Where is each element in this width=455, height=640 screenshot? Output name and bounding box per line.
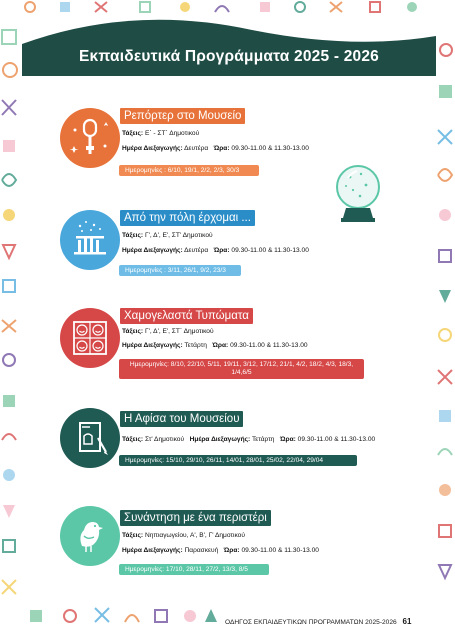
- ancient-temple-icon: [60, 210, 120, 270]
- dates-bar: Ημερομηνίες: 17/10, 28/11, 27/2, 13/3, 8/5: [119, 564, 269, 575]
- pigeon-icon: [60, 506, 120, 566]
- day-label: Ημέρα Διεξαγωγής:: [122, 342, 183, 349]
- schedule-row: [122, 342, 308, 349]
- program-circle: [60, 108, 120, 168]
- program-title: Συνάντηση με ένα περιστέρι: [120, 510, 271, 526]
- time-value: 09.30-11.00 & 11.30-13.00: [241, 547, 319, 554]
- time-value: 09.30-11.00 & 11.30-13.00: [231, 247, 309, 254]
- class-label: Τάξεις:: [122, 130, 144, 137]
- day-value: Παρασκευή: [184, 547, 219, 554]
- day-value: Τετάρτη: [184, 342, 207, 349]
- time-value: 09.30-11.00 & 11.30-13.00: [230, 342, 308, 349]
- page-number: 61: [402, 617, 412, 626]
- program-title: Η Αφίσα του Μουσείου: [120, 411, 243, 427]
- time-value: 09.30-11.00 & 11.30-13.00: [297, 436, 376, 443]
- schedule-row: [122, 547, 319, 554]
- class-value: Γ', Δ', Ε', ΣΤ΄ Δημοτικού: [144, 328, 214, 335]
- page-footer: [225, 617, 411, 626]
- microphone-icon: [60, 108, 120, 168]
- smiley-stamps-icon: [60, 308, 120, 368]
- header-wave-shape: [22, 14, 436, 76]
- day-label: Ημέρα Διεξαγωγής:: [122, 247, 183, 254]
- time-label: Ώρα:: [213, 145, 230, 152]
- crystal-ball-icon: [333, 160, 383, 230]
- class-row: [122, 130, 199, 137]
- time-value: 09.30-11.00 & 11.30-13.00: [231, 145, 309, 152]
- time-label: Ώρα:: [223, 547, 240, 554]
- class-value: Ε΄ - ΣΤ΄ Δημοτικού: [144, 130, 200, 137]
- poster-frame-icon: [60, 408, 120, 468]
- day-value: Δευτέρα: [184, 247, 209, 254]
- class-label: Τάξεις:: [122, 328, 144, 335]
- program-circle: [60, 210, 120, 270]
- program-circle: [60, 506, 120, 566]
- page-title: Εκπαιδευτικά Προγράμματα 2025 - 2026: [79, 48, 379, 65]
- class-row: [122, 532, 245, 539]
- footer-guide-title: ΟΔΗΓΟΣ ΕΚΠΑΙΔΕΥΤΙΚΩΝ ΠΡΟΓΡΑΜΜΑΤΩΝ 2025-2026: [225, 619, 397, 626]
- day-label: Ημέρα Διεξαγωγής:: [122, 547, 183, 554]
- class-label: Τάξεις:: [122, 436, 144, 443]
- program-title: Ρεπόρτερ στο Μουσείο: [120, 108, 245, 124]
- time-label: Ώρα:: [212, 342, 229, 349]
- time-label: Ώρα:: [279, 436, 296, 443]
- dates-bar: Ημερομηνίες: 8/10, 22/10, 5/11, 19/11, 3/12, 17/12, 21/1, 4/2, 18/2, 4/3, 18/3, 1/4,6/5: [119, 359, 364, 379]
- class-value: Στ' Δημοτικού: [144, 436, 185, 443]
- day-value: Τετάρτη: [251, 436, 275, 443]
- schedule-row: [122, 145, 309, 152]
- day-value: Δευτέρα: [184, 145, 209, 152]
- class-row: [122, 232, 213, 239]
- day-label: Ημέρα Διεξαγωγής:: [122, 145, 183, 152]
- dates-bar: Ημερομηνίες : 3/11, 26/1, 9/2, 23/3: [119, 265, 241, 276]
- dates-bar: Ημερομηνίες : 6/10, 19/1, 2/2, 2/3, 30/3: [119, 165, 259, 176]
- program-title: Από την πόλη έρχομαι ...: [120, 210, 255, 226]
- class-label: Τάξεις:: [122, 232, 144, 239]
- schedule-row: [122, 436, 375, 443]
- day-label: Ημέρα Διεξαγωγής:: [189, 436, 251, 443]
- class-value: Γ', Δ', Ε', ΣΤ' Δημοτικού: [144, 232, 213, 239]
- class-row: [122, 328, 214, 335]
- time-label: Ώρα:: [213, 247, 230, 254]
- program-circle: [60, 408, 120, 468]
- schedule-row: [122, 247, 309, 254]
- class-value: Νηπιαγωγείου, Α', Β', Γ' Δημοτικού: [144, 532, 245, 539]
- dates-bar: Ημερομηνίες: 15/10, 29/10, 26/11, 14/01, 28/01, 25/02, 22/04, 29/04: [119, 455, 357, 466]
- program-circle: [60, 308, 120, 368]
- program-title: Χαμογελαστά Τυπώματα: [120, 308, 253, 324]
- class-label: Τάξεις:: [122, 532, 144, 539]
- header-banner: [22, 14, 436, 76]
